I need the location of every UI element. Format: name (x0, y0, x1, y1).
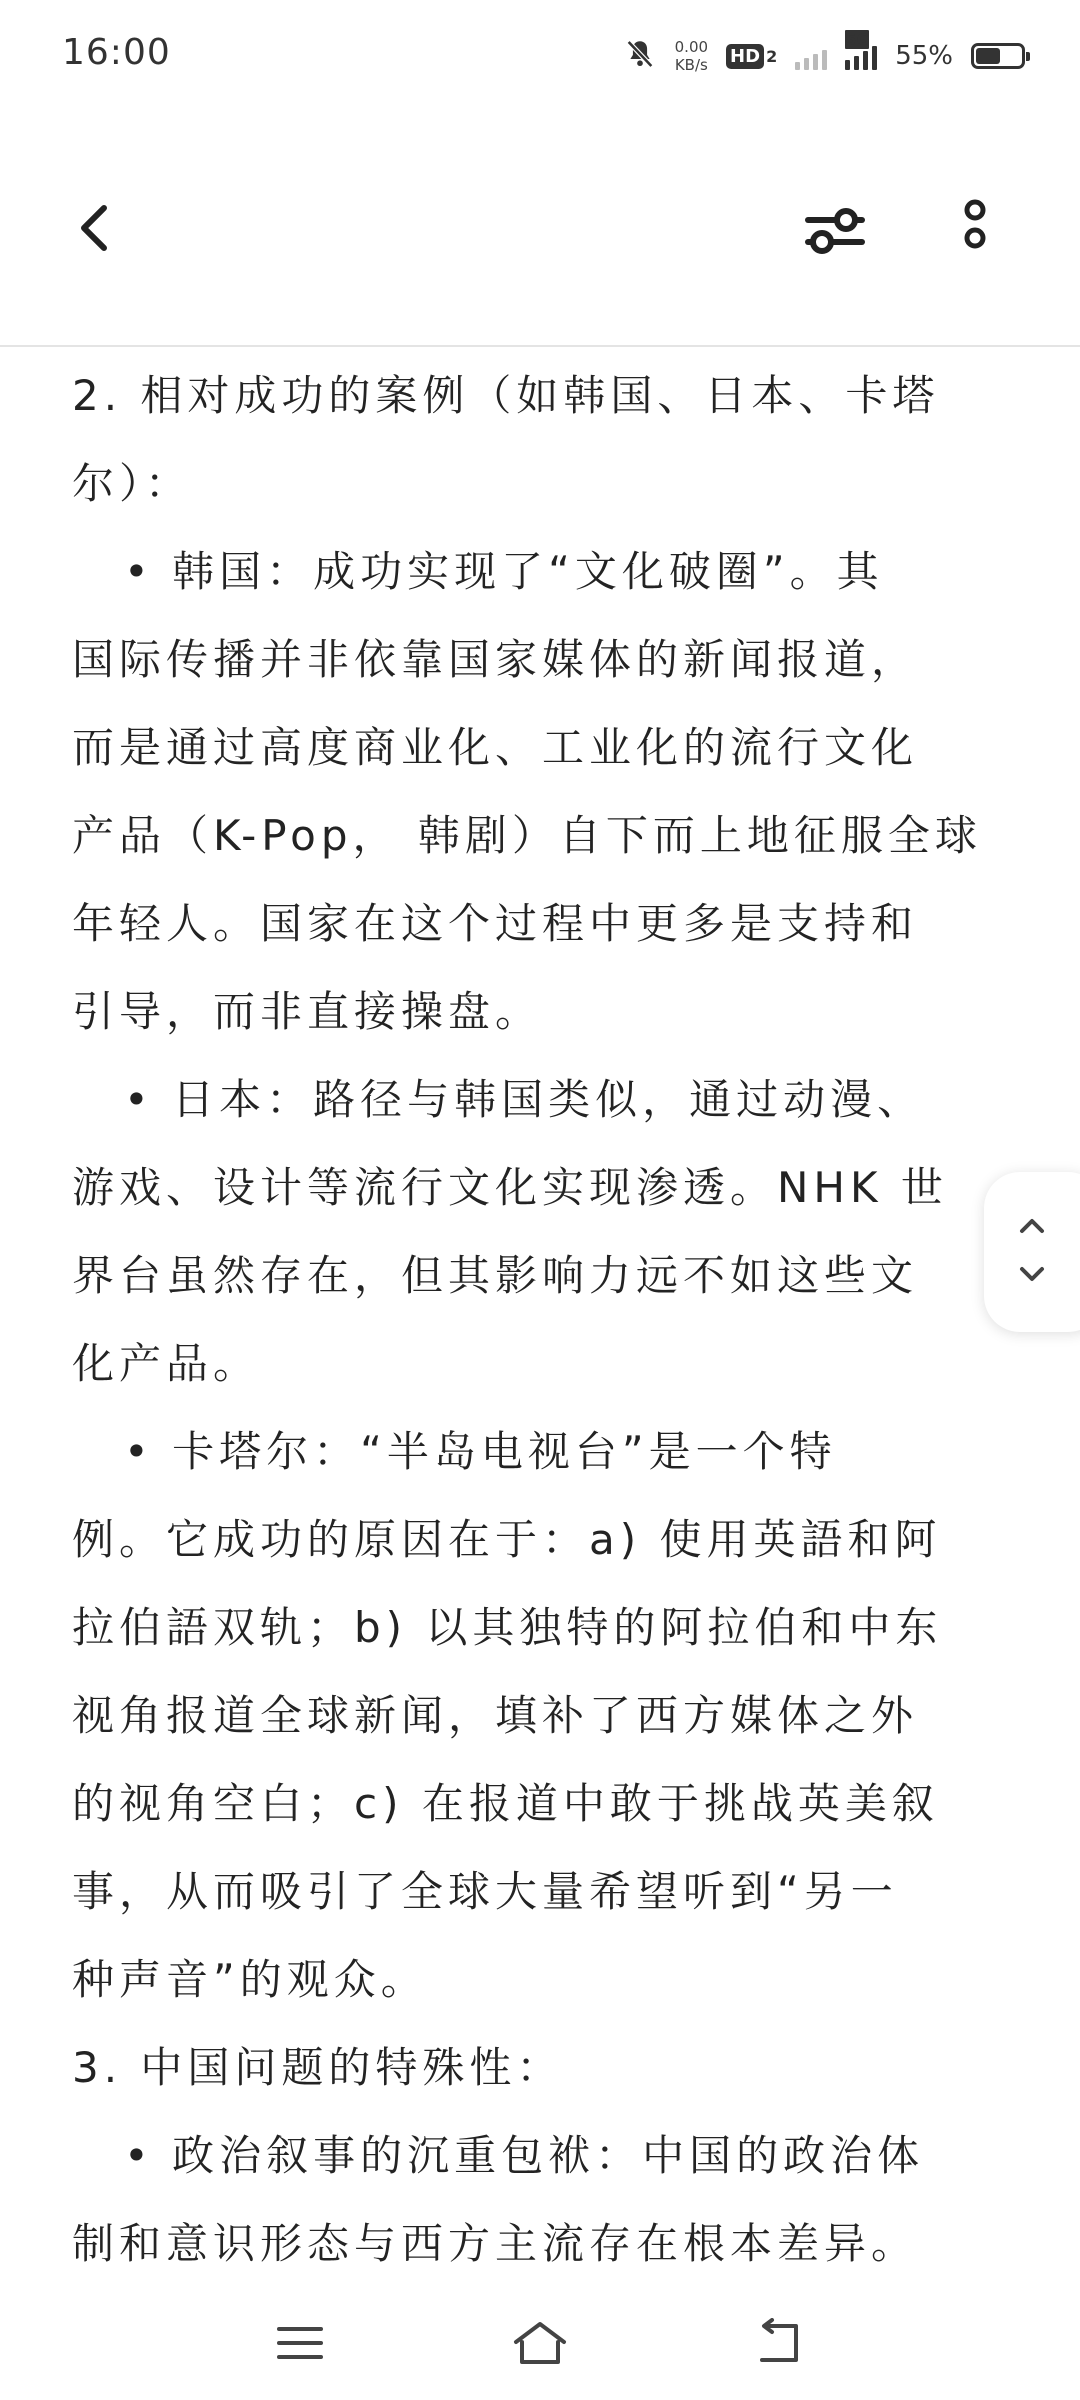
bell-off-icon (623, 37, 657, 75)
app-bar (0, 150, 1080, 300)
sliders-icon (800, 196, 870, 270)
header-divider (0, 345, 1080, 347)
hd-icon (726, 44, 777, 69)
hd-sub: 2 (766, 46, 778, 66)
text-line: 游戏、设计等流行文化实现渗透。NHK 世 (72, 1163, 948, 1212)
battery-fill (976, 48, 1000, 64)
text-line: • 日本：路径与韩国类似，通过动漫、 (124, 1075, 925, 1124)
battery-icon (971, 43, 1025, 69)
nav-back-button[interactable] (740, 2310, 820, 2380)
text-line: 3. 中国问题的特殊性： (72, 2043, 564, 2092)
text-line: 种声音”的观众。 (72, 1955, 428, 2004)
home-icon (510, 2318, 570, 2372)
system-nav-bar (0, 2290, 1080, 2400)
signal-sim2-icon (845, 30, 877, 70)
filter-button[interactable] (790, 188, 880, 278)
text-line: 界台虽然存在，但其影响力远不如这些文 (72, 1251, 919, 1300)
menu-icon (275, 2321, 325, 2369)
status-icons (623, 30, 1025, 82)
text-line: 尔）： (72, 459, 193, 508)
hd-label: HD (726, 44, 764, 69)
text-line: 国际传播并非依靠国家媒体的新闻报道， (72, 635, 919, 684)
nav-menu-button[interactable] (260, 2310, 340, 2380)
chevron-up-icon (1017, 1215, 1047, 1241)
nav-home-button[interactable] (500, 2310, 580, 2380)
network-speed (675, 38, 708, 74)
network-speed-unit: KB/s (674, 56, 708, 74)
text-line: 视角报道全球新闻，填补了西方媒体之外 (72, 1691, 919, 1740)
text-line: • 政治叙事的沉重包袱：中国的政治体 (124, 2131, 925, 2180)
network-type: 5G (845, 30, 870, 49)
status-bar (0, 0, 1080, 110)
more-vertical-icon (955, 196, 995, 270)
back-arrow-icon (752, 2318, 808, 2372)
scroll-up-button[interactable] (1008, 1208, 1056, 1248)
text-line: 事，从而吸引了全球大量希望听到“另一 (72, 1867, 898, 1916)
text-line: 2. 相对成功的案例（如韩国、日本、卡塔 (72, 371, 940, 420)
scroll-controls (984, 1172, 1080, 1332)
text-line: • 卡塔尔：“半岛电视台”是一个特 (124, 1427, 837, 1476)
scroll-down-button[interactable] (1008, 1256, 1056, 1296)
text-line: 的视角空白；c) 在报道中敢于挑战英美叙 (72, 1779, 939, 1828)
text-line: 年轻人。国家在这个过程中更多是支持和 (72, 899, 919, 948)
article-content (72, 352, 1012, 2282)
text-line: 引导，而非直接操盘。 (72, 987, 543, 1036)
text-line: 拉伯語双轨；b) 以其独特的阿拉伯和中东 (72, 1603, 943, 1652)
text-line: 而是通过高度商业化、工业化的流行文化 (72, 723, 919, 772)
chevron-left-icon (70, 198, 120, 262)
network-speed-value: 0.00 (674, 38, 709, 56)
signal-sim1-icon (795, 42, 827, 70)
chevron-down-icon (1017, 1263, 1047, 1289)
text-line: 制和意识形态与西方主流存在根本差异。 (72, 2219, 919, 2268)
text-line: 化产品。 (72, 1339, 261, 1388)
battery-percent: 55% (895, 41, 953, 71)
back-button[interactable] (55, 190, 135, 270)
text-line: 产品（K-Pop， 韩剧）自下而上地征服全球 (72, 811, 982, 860)
text-line: 例。它成功的原因在于：a) 使用英語和阿 (72, 1515, 942, 1564)
more-options-button[interactable] (930, 188, 1020, 278)
status-time: 16:00 (62, 32, 171, 73)
text-line: • 韩国：成功实现了“文化破圈”。其 (124, 547, 884, 596)
